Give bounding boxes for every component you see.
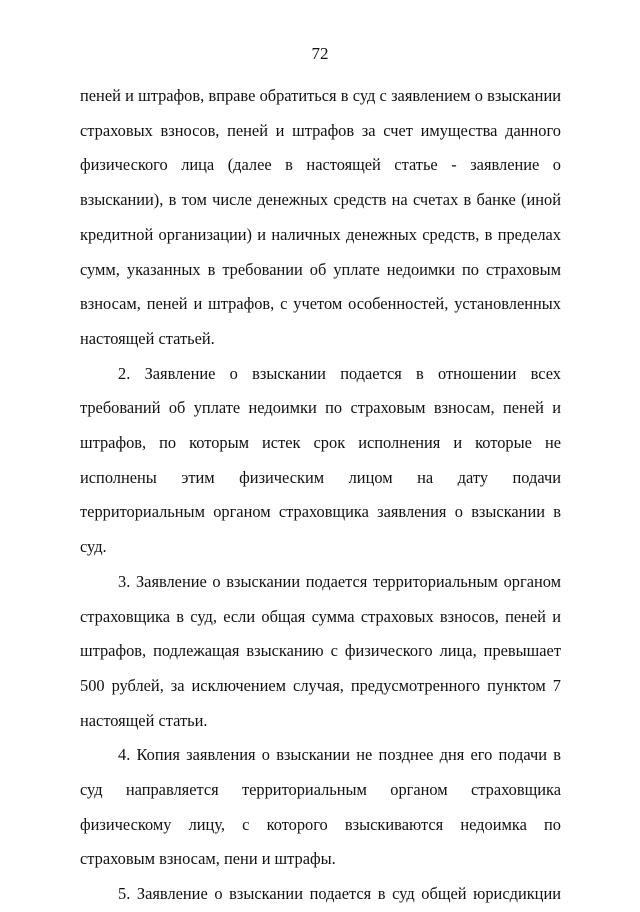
paragraph-item-4: 4. Копия заявления о взыскании не позднее дня его подачи в суд направляется территориальным органом страховщика физическому лицу, с которого взыскиваются недоимка по страховым взносам, пени и штрафы. xyxy=(80,745,561,869)
paragraph-continuation: пеней и штрафов, вправе обратиться в суд с заявлением о взыскании страховых взносов, пеней и штрафов за счет имущества данного физического лица (далее в настоящей статье - заявление о взыскании), в том числе денежных средств на счетах в банке (иной кредитной организации) и наличных денежных средств, в пределах сумм, указанных в требовании об уплате недоимки по страховым взносам, пеней и штрафов, с учетом особенностей, установленных настоящей статьей. xyxy=(80,86,561,348)
document-body xyxy=(80,79,561,912)
page-number: 72 xyxy=(311,44,329,63)
paragraph-item-2: 2. Заявление о взыскании подается в отношении всех требований об уплате недоимки по страховым взносам, пеней и штрафов, по которым истек срок исполнения и которые не исполнены этим физическим лицом на дату подачи территориальным органом страховщика заявления о взыскании в суд. xyxy=(80,363,561,557)
paragraph-item-5: 5. Заявление о взыскании подается в суд общей юрисдикции xyxy=(118,884,561,904)
paragraph-item-3: 3. Заявление о взыскании подается территориальным органом страховщика в суд, если общая сумма страховых взносов, пеней и штрафов, подлежащая взысканию с физического лица, превышает 500 рублей, за исключением случая, предусмотренного пунктом 7 настоящей статьи. xyxy=(80,571,561,730)
